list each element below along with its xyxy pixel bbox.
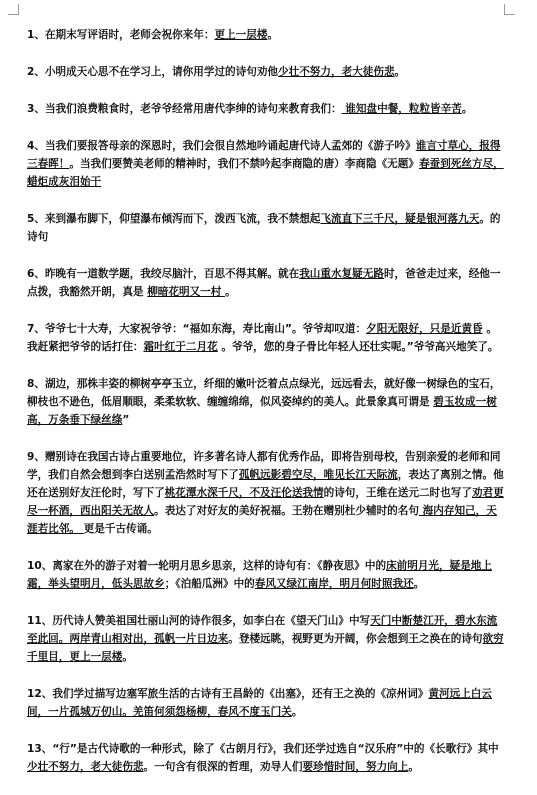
answer-text: 谁知盘中餐，粒粒皆辛苦 [341,103,462,115]
answer-text: 柳暗花明又一村 [147,286,226,298]
question-text: 。爷爷，您的身子骨比年轻人还壮实呢。”爷爷高兴地笑了。 [217,341,499,353]
question-text: 8、湖边，那株丰姿的柳树亭亭玉立，纤细的嫩叶泛着点点绿光，远远看去，就好像一树绿色的宝石，柳枝也不逊色，低眉顺眼，柔柔软软、缠缠绵绵，似风姿绰约的美人。此景象真可谓是 [27,378,501,408]
question-text: 。 [394,66,406,78]
question-text: 。 [461,103,473,115]
page-corner-mark-left [8,4,19,15]
question-text: 9、赠别诗在我国古诗占重要地位，许多著名诗人都有优秀作品，即将告别母校，告别亲爱的老师和同学，我们自然会想到李白送别孟浩然时写下了 [27,451,501,481]
question-text: 。 [413,578,425,590]
answer-text: 霜叶红于二月花 [143,341,218,353]
question-item [27,265,505,301]
question-text: 。 [267,29,279,41]
question-text: 。 [225,286,236,298]
answer-text: 谁言寸草心，报得三春晖！ [27,140,501,170]
answer-text: 春蚕到死丝方尽，蜡炬成灰泪始干 [27,158,504,188]
answer-text: 劝君更尽一杯酒，西出阳关无故人 [27,487,504,517]
question-item [27,137,505,191]
question-text: 6、昨晚有一道数学题，我绞尽脑汁，百思不得其解。就在 [27,268,300,280]
question-text: 7、爷爷七十大寿，大家祝爷爷：“福如东海，寿比南山”。爷爷却叹道： [27,323,367,335]
question-text: 。 [408,761,419,773]
question-item [27,63,505,81]
question-text: 。我赶紧把爷爷的话打住： [27,323,497,353]
answer-text: 海内存知己，天涯若比邻。 [27,505,497,535]
answer-text: 床前明月光，疑是地上霜，举头望明月，低头思故乡 [27,560,492,590]
answer-text: 飞流直下三千尺，疑是银河落九天 [320,213,480,225]
question-text: 。一句含有很深的哲理，劝导人们 [143,761,303,773]
answer-text: 孤帆远影碧空尽，唯见长江天际流 [238,469,398,481]
question-text: 13、“行”是古代诗歌的一种形式，除了《古朗月行》，我们还学过选自“汉乐府”中的《长歌行》其中 [27,743,499,755]
question-text: 5、来到瀑布脚下，仰望瀑布倾泻而下，泼西飞流，我不禁想起 [27,213,321,225]
answer-text: 少壮不努力，老大徒伤悲 [27,761,144,773]
question-item [27,448,505,538]
answer-text: 天门中断楚江开，碧水东流至此回。两岸青山相对出，孤帆一片日边来 [27,615,498,645]
question-text: ” [122,414,130,426]
question-item [27,612,505,666]
question-text: 。 [122,651,133,663]
answer-text: 碧玉妆成一树高，万条垂下绿丝绦 [27,396,497,426]
question-text: ；《泊船瓜洲》中的 [164,578,255,590]
question-text: 。 [291,706,303,718]
question-text: 。的诗句 [27,213,501,243]
question-text: 。当我们要赞美老师的精神时，我们不禁吟起李商隐的唐）李商隐《无题》 [69,158,419,170]
question-text: 4、当我们要报答母亲的深恩时，我们会很自然地吟诵起唐代诗人孟郊的《游子吟》 [27,140,416,152]
question-item [27,320,505,356]
document-body [27,26,505,795]
question-item [27,740,505,776]
question-text: 2、小明成天心思不在学习上，请你用学过的诗句劝他 [27,66,279,78]
question-item [27,210,505,246]
answer-text: 桃花潭水深千尺，不及汪伦送我情 [164,487,324,499]
page-corner-mark-right [504,4,515,15]
question-text: 11、历代诗人赞美祖国壮丽山河的诗作很多，如李白在《望天门山》中写 [27,615,371,627]
answer-text: 黄河远上白云间，一片孤城万仞山。羌笛何须怨杨柳，春风不度玉门关 [27,688,492,718]
question-text: 1、在期末写评语时，老师会祝你来年： [27,29,215,41]
question-text: 更是千古传诵。 [83,523,158,535]
question-text: 。表达了对好友的美好祝福。王勃在赠别杜少辅时的名句 [154,505,419,517]
question-text: ，表达了离别之情。他还在送别好友汪伦时，写下了 [27,469,504,499]
question-text: 。登楼远眺，视野更为开阔，你会想到王之涣在的诗句 [228,633,483,645]
question-text: 时，爸爸走过来，经他一点拨，我豁然开朗，真是 [27,268,501,298]
question-text: 12、我们学过描写边塞军旅生活的古诗有王昌龄的《出塞》，还有王之涣的《凉州词》 [27,688,429,700]
answer-text: 春风又绿江南岸，明月何时照我还 [254,578,414,590]
question-item [27,100,505,118]
question-text: 的诗句，王维在送元二时也写了 [323,487,472,499]
question-item [27,557,505,593]
question-text: 3、当我们浪费粮食时，老爷爷经常用唐代李绅的诗句来教育我们： [27,103,342,115]
answer-text: 夕阳无限好，只是近黄昏 [366,323,483,335]
question-item [27,26,505,44]
answer-text: 要珍惜时间，努力向上 [302,761,409,773]
question-item [27,375,505,429]
answer-text: 少壮不努力，老大徒伤悲 [278,66,395,78]
answer-text: 我山重水复疑无路 [299,268,384,280]
answer-text: 欲穷千里目，更上一层楼 [27,633,504,663]
question-item [27,685,505,721]
answer-text: 更上一层楼 [214,29,268,41]
question-text: 10、离家在外的游子对着一轮明月思乡思亲，这样的诗句有：《静夜思》中的 [27,560,387,572]
